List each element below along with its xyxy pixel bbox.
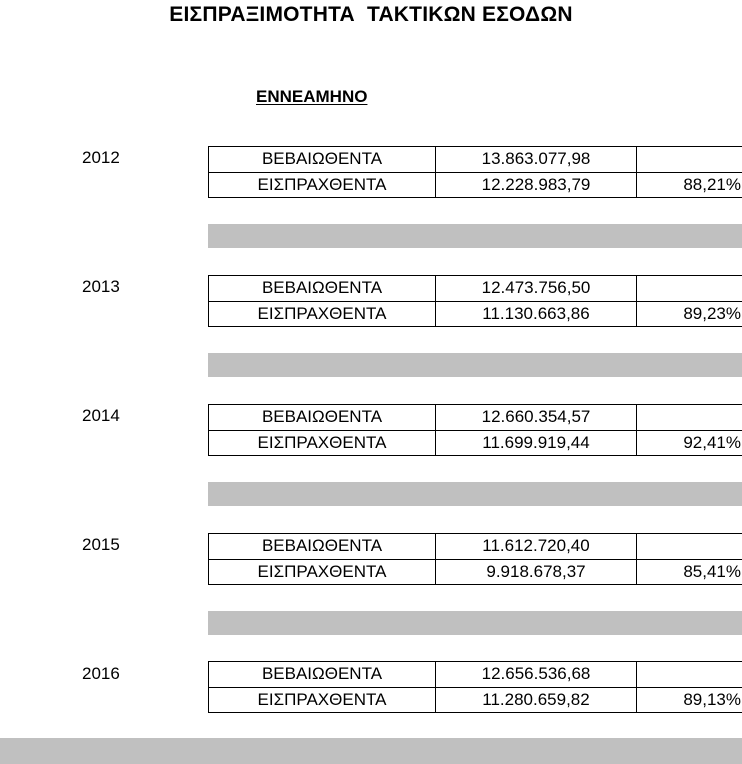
table-row-collected <box>209 687 742 713</box>
year-label: 2016 <box>82 664 120 683</box>
assessed-label: ΒΕΒΑΙΩΘΕΝΤΑ <box>209 534 436 560</box>
year-label: 2015 <box>82 535 120 554</box>
collection-rate: 89,23% <box>637 301 742 327</box>
assessed-rate-empty <box>637 147 742 173</box>
period-subtitle: ΕΝΝΕΑΜΗΝΟ <box>256 87 368 106</box>
table-row-collected <box>209 301 742 327</box>
separator-bar <box>208 353 742 377</box>
page-title: ΕΙΣΠΡΑΞΙΜΟΤΗΤΑ ΤΑΚΤΙΚΩΝ ΕΣΟΔΩΝ <box>169 3 573 26</box>
separator-bar <box>208 611 742 635</box>
assessed-label: ΒΕΒΑΙΩΘΕΝΤΑ <box>209 405 436 431</box>
assessed-rate-empty <box>637 405 742 431</box>
revenue-table-2016 <box>208 661 742 713</box>
revenue-table-2013 <box>208 275 742 327</box>
collected-label: ΕΙΣΠΡΑΧΘΕΝΤΑ <box>209 430 436 456</box>
assessed-rate-empty <box>637 662 742 688</box>
assessed-amount: 13.863.077,98 <box>436 147 637 173</box>
revenue-table-2012 <box>208 146 742 198</box>
table-row-collected <box>209 559 742 585</box>
revenue-table-2015 <box>208 533 742 585</box>
table-row-assessed <box>209 534 742 560</box>
collected-amount: 11.280.659,82 <box>436 687 637 713</box>
assessed-rate-empty <box>637 276 742 302</box>
assessed-amount: 12.656.536,68 <box>436 662 637 688</box>
year-label: 2012 <box>82 148 120 167</box>
collected-label: ΕΙΣΠΡΑΧΘΕΝΤΑ <box>209 172 436 198</box>
year-label: 2014 <box>82 406 120 425</box>
assessed-label: ΒΕΒΑΙΩΘΕΝΤΑ <box>209 147 436 173</box>
table-row-collected <box>209 172 742 198</box>
table-row-assessed <box>209 405 742 431</box>
collection-rate: 88,21% <box>637 172 742 198</box>
assessed-amount: 12.660.354,57 <box>436 405 637 431</box>
assessed-rate-empty <box>637 534 742 560</box>
collection-rate: 89,13% <box>637 687 742 713</box>
assessed-amount: 11.612.720,40 <box>436 534 637 560</box>
table-row-assessed <box>209 276 742 302</box>
bottom-separator-bar <box>0 738 742 764</box>
collected-label: ΕΙΣΠΡΑΧΘΕΝΤΑ <box>209 559 436 585</box>
assessed-label: ΒΕΒΑΙΩΘΕΝΤΑ <box>209 276 436 302</box>
collection-rate: 92,41% <box>637 430 742 456</box>
collection-rate: 85,41% <box>637 559 742 585</box>
revenue-table-2014 <box>208 404 742 456</box>
collected-label: ΕΙΣΠΡΑΧΘΕΝΤΑ <box>209 687 436 713</box>
assessed-amount: 12.473.756,50 <box>436 276 637 302</box>
collected-amount: 11.130.663,86 <box>436 301 637 327</box>
collected-amount: 12.228.983,79 <box>436 172 637 198</box>
table-row-assessed <box>209 662 742 688</box>
collected-label: ΕΙΣΠΡΑΧΘΕΝΤΑ <box>209 301 436 327</box>
table-row-assessed <box>209 147 742 173</box>
separator-bar <box>208 482 742 506</box>
collected-amount: 11.699.919,44 <box>436 430 637 456</box>
assessed-label: ΒΕΒΑΙΩΘΕΝΤΑ <box>209 662 436 688</box>
year-label: 2013 <box>82 277 120 296</box>
collected-amount: 9.918.678,37 <box>436 559 637 585</box>
separator-bar <box>208 224 742 248</box>
table-row-collected <box>209 430 742 456</box>
